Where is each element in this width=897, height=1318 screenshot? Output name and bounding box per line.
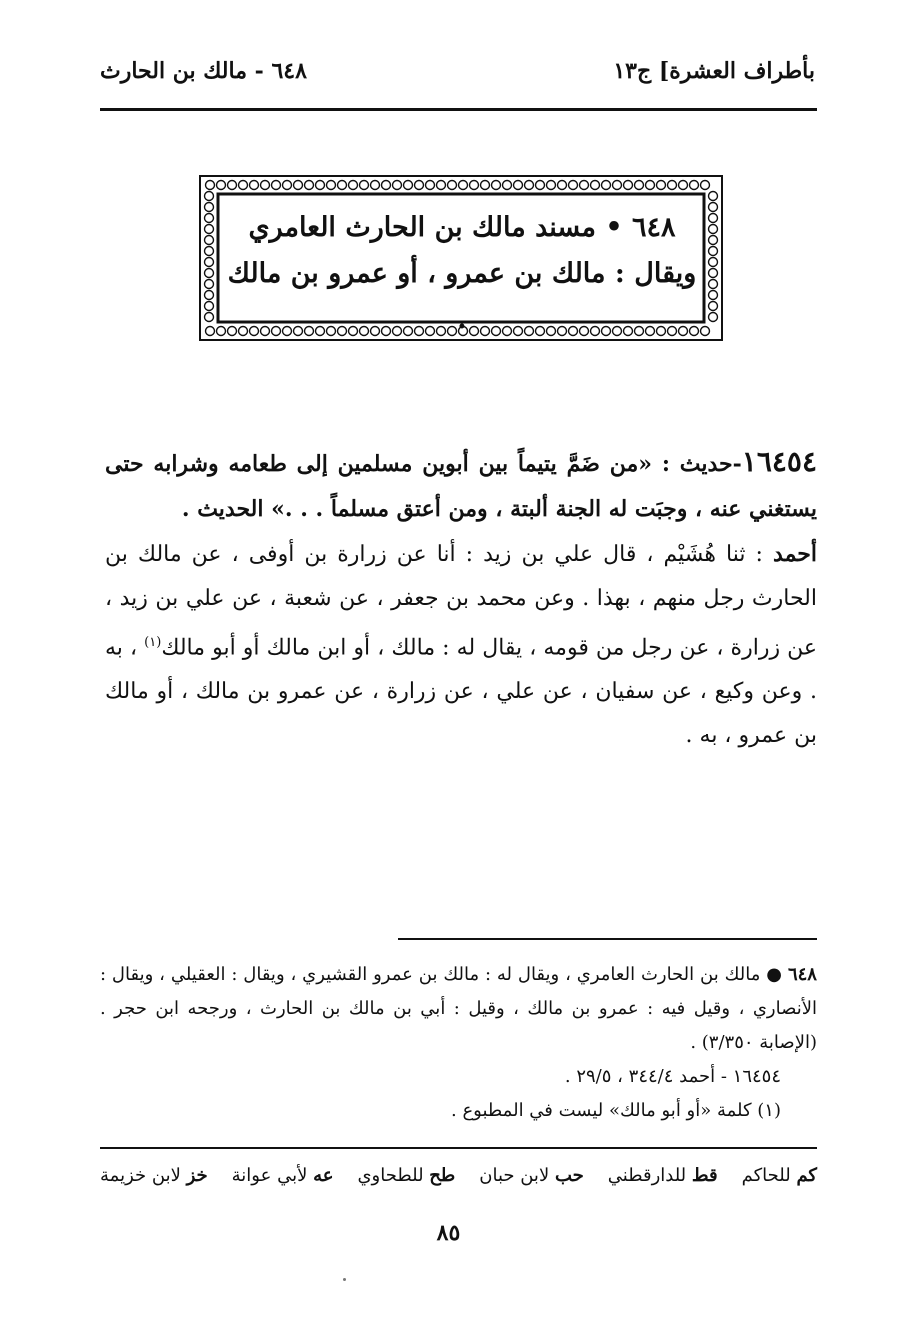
hadith-number: ١٦٤٥٤	[741, 445, 817, 478]
abbreviation-item: قط للدارقطني	[607, 1165, 718, 1186]
abbreviations-legend	[100, 1165, 817, 1186]
header-rule	[100, 108, 817, 111]
chain-text-part2: ، به . وعن وكيع ، عن سفيان ، عن علي ، عن زرارة ، عن عمرو بن مالك ، أو مالك بن عمرو ، به .	[105, 635, 817, 749]
hadith-chain-paragraph	[105, 532, 817, 758]
footnote-variant: (١) كلمة «أو أبو مالك» ليست في المطبوع .	[451, 1100, 781, 1121]
hadith-text: -حديث : «من ضَمَّ يتيماً بين أبوين مسلمين إلى طعامه وشرابه حتى يستغني عنه ، وجبَت له الجنة ألبتة ، ومن أعتق مسلماً . . .» الحديث .	[105, 451, 817, 522]
abbreviation-item: عه لأبي عوانة	[231, 1165, 334, 1186]
musnad-title-box	[222, 205, 702, 335]
book-title: بأطراف العشرة] ج١٣	[613, 58, 815, 84]
chain-source: أحمد	[773, 541, 817, 567]
bottom-rule	[100, 1147, 817, 1149]
footnote-rule	[398, 938, 817, 940]
musnad-subtitle: ويقال : مالك بن عمرو ، أو عمرو بن مالك .	[227, 258, 697, 335]
musnad-title: ٦٤٨ • مسند مالك بن الحارث العامري	[248, 212, 676, 243]
abbreviation-item: حب لابن حبان	[479, 1165, 584, 1186]
abbreviation-item: كم للحاكم	[741, 1165, 817, 1186]
hadith-entry	[105, 440, 817, 758]
footnotes	[100, 958, 817, 1128]
bullet-icon: ●	[766, 964, 783, 985]
footnote-biography-text: مالك بن الحارث العامري ، ويقال له : مالك بن عمرو القشيري ، ويقال : العقيلي ، ويقال : الأنصاري ، وقيل فيه : عمرو بن مالك ، وقيل : أبي بن مالك بن الحارث ، ورجحه ابن حجر . (الإصابة ٣/٣٥٠) .	[100, 964, 817, 1053]
footnote-source: ١٦٤٥٤ - أحمد ٣٤٤/٤ ، ٢٩/٥ .	[564, 1066, 781, 1087]
footnote-biography-number: ٦٤٨	[787, 964, 817, 985]
abbreviation-item: خز لابن خزيمة	[100, 1165, 208, 1186]
hadith-text-paragraph	[105, 440, 817, 532]
page-number: ٨٥	[436, 1220, 461, 1246]
footnote-biography	[100, 958, 817, 1060]
chain-text-part1: : ثنا هُشَيْم ، قال علي بن زيد : أنا عن زرارة بن أوفى ، عن مالك بن الحارث رجل منهم ، بهذا . وعن محمد بن جعفر ، عن شعبة ، عن علي بن زيد ، عن زرارة ، عن رجل من قومه ، يقال له : مالك ، أو ابن مالك أو أبو مالك	[105, 542, 818, 661]
footnote-marker: (١)	[144, 635, 162, 650]
scan-speck	[343, 1278, 346, 1281]
running-header	[100, 52, 815, 92]
section-title: ٦٤٨ - مالك بن الحارث	[100, 58, 307, 84]
abbreviation-item: طح للطحاوي	[357, 1165, 456, 1186]
